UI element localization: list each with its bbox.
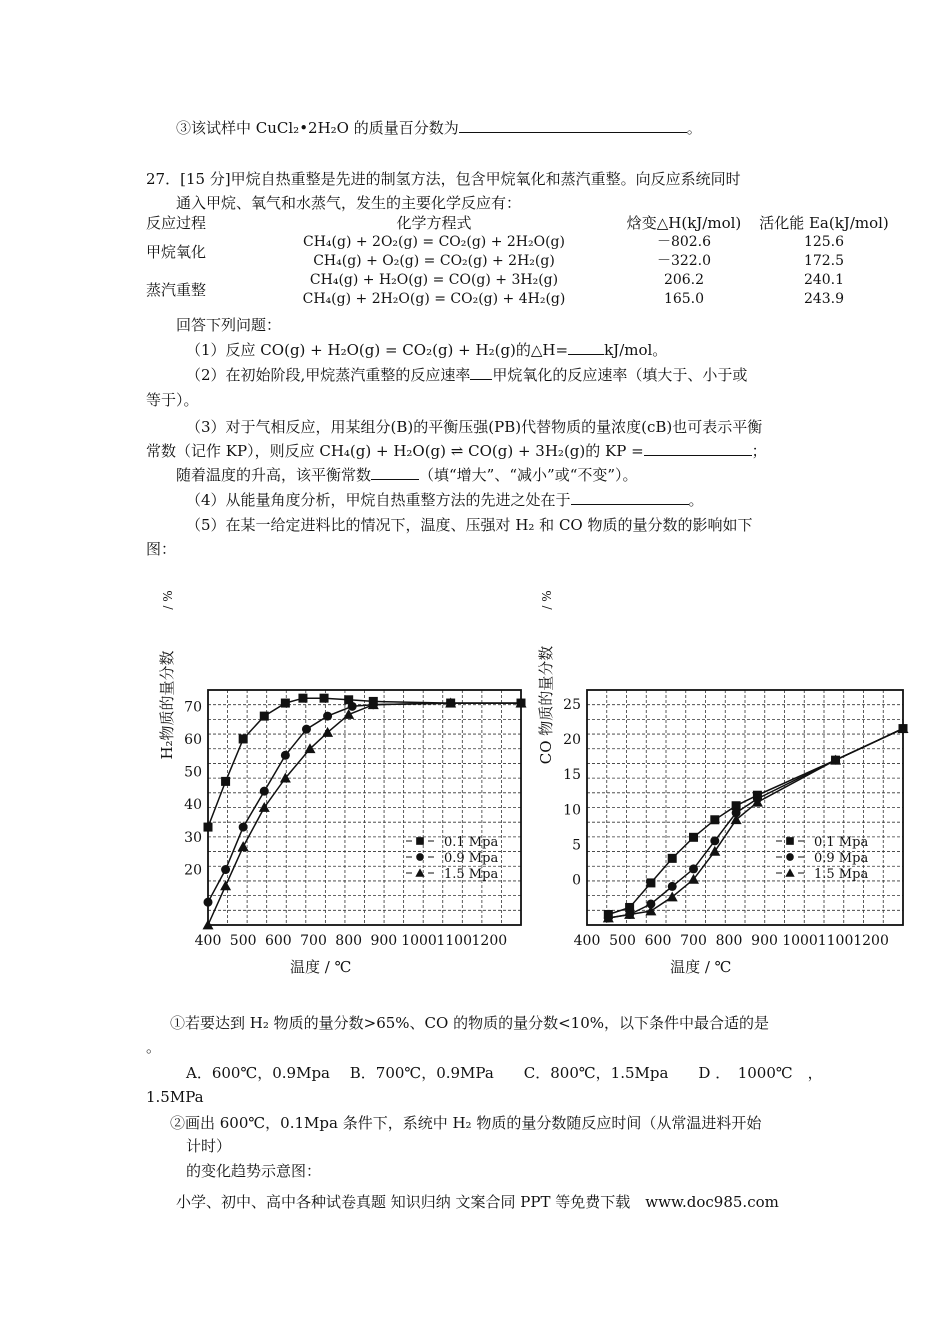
x-tick-label: 900	[370, 933, 398, 949]
y-tick-label: 50	[184, 764, 202, 781]
q3-line-c	[176, 465, 638, 485]
answer-blank[interactable]	[568, 340, 604, 355]
dh-cell: －322.0	[656, 253, 712, 269]
legend-label: 1.5 Mpa	[444, 867, 499, 882]
q3-sub-end: 。	[686, 119, 702, 137]
marker-circle	[302, 725, 311, 734]
series-triangle	[603, 723, 909, 922]
series-square	[604, 724, 908, 919]
x-axis-label: 温度 / ℃	[289, 958, 352, 976]
x-tick-label: 1000	[782, 933, 818, 949]
marker-circle	[221, 865, 230, 874]
table-row	[146, 233, 894, 252]
y-tick-label: 5	[572, 837, 581, 854]
legend-label: 0.9 Mpa	[444, 851, 499, 866]
marker-triangle	[785, 868, 794, 876]
q3-sub-question	[176, 118, 702, 138]
x-tick-label: 600	[644, 933, 672, 949]
marker-circle	[348, 702, 357, 711]
y-tick-label: 15	[563, 767, 581, 784]
legend-label: 0.1 Mpa	[444, 835, 499, 850]
dh-cell: 206.2	[663, 272, 705, 288]
y-axis-unit: / %	[161, 590, 175, 610]
q27-line1: 27．[15 分]甲烷自热重整是先进的制氢方法，包含甲烷氧化和蒸汽重整。向反应系统同时	[146, 170, 741, 188]
marker-square	[668, 854, 677, 863]
q4-end: 。	[688, 491, 704, 509]
marker-circle	[323, 712, 332, 721]
options-line2: 1.5MPa	[146, 1088, 204, 1106]
equation-cell: CH₄(g) + O₂(g) = CO₂(g) + 2H₂(g)	[313, 253, 555, 269]
y-tick-label: 30	[184, 829, 202, 846]
sub2-line-c: 的变化趋势示意图：	[186, 1162, 322, 1180]
marker-circle	[260, 787, 269, 796]
y-axis-label: CO 物质的量分数	[537, 645, 555, 765]
y-tick-label: 60	[184, 731, 202, 748]
x-tick-label: 900	[751, 933, 778, 949]
marker-triangle	[709, 846, 720, 856]
marker-square	[239, 734, 248, 743]
x-tick-label: 1100	[817, 933, 854, 949]
q5-line-b: 图：	[146, 540, 177, 558]
equation-cell: CH₄(g) + 2H₂O(g) = CO₂(g) + 4H₂(g)	[302, 291, 566, 307]
sub1-end: 。	[146, 1038, 162, 1056]
header-equation: 化学方程式	[396, 214, 472, 232]
legend	[776, 835, 868, 882]
q4-text: （4）从能量角度分析，甲烷自热重整方法的先进之处在于	[186, 491, 571, 509]
q3-line-b	[146, 441, 767, 461]
legend-label: 0.9 Mpa	[814, 851, 869, 866]
x-tick-label: 700	[300, 933, 327, 949]
x-tick-label: 500	[609, 933, 636, 949]
q3-text-c: 随着温度的升高，该平衡常数	[176, 466, 372, 484]
marker-square	[320, 694, 329, 703]
q1-unit: kJ/mol。	[604, 341, 668, 359]
y-tick-label: 40	[184, 797, 202, 814]
q2-text-b: 甲烷氧化的反应速率（填大于、小于或	[492, 366, 748, 384]
reaction-table	[146, 214, 894, 309]
process-cell: 蒸汽重整	[146, 280, 207, 299]
y-tick-label: 70	[184, 699, 202, 716]
marker-circle	[710, 836, 719, 845]
sub1-text: ①若要达到 H₂ 物质的量分数>65%、CO 的物质的量分数<10%，以下条件中最合适的是	[170, 1014, 769, 1032]
x-tick-label: 800	[715, 933, 743, 949]
co-fraction-chart	[537, 585, 920, 976]
series-circle	[604, 724, 908, 922]
marker-square	[221, 777, 230, 786]
q1-text: （1）反应 CO(g) + H₂O(g) = CO₂(g) + H₂(g)的△H=	[186, 341, 569, 359]
marker-triangle	[259, 802, 270, 812]
x-axis-label: 温度 / ℃	[670, 958, 732, 976]
marker-square	[646, 878, 655, 887]
process-cell: 甲烷氧化	[146, 242, 207, 261]
sub2-line-a: ②画出 600℃，0.1Mpa 条件下，系统中 H₂ 物质的量分数随反应时间（从常温进料开始	[170, 1114, 762, 1132]
legend-label: 1.5 Mpa	[814, 867, 869, 882]
answer-blank[interactable]	[459, 118, 687, 133]
q3-sub-text: ③该试样中 CuCl₂•2H₂O 的质量百分数为	[176, 119, 459, 137]
marker-square	[689, 833, 698, 842]
sub2-line-b: 计时）	[186, 1137, 232, 1155]
options-line1: A．600℃，0.9Mpa B．700℃，0.9MPa C．800℃，1.5Mpa D ． 1000℃ ，	[186, 1064, 823, 1082]
marker-triangle	[220, 880, 231, 890]
y-tick-label: 10	[563, 802, 581, 819]
q4-line	[186, 490, 704, 510]
x-tick-label: 1200	[471, 933, 508, 949]
q3-text-c-end: （填“增大”、“减小”或“不变”）。	[419, 466, 638, 484]
h2-fraction-chart	[150, 585, 535, 975]
ea-cell: 240.1	[803, 272, 845, 288]
series-line	[608, 729, 903, 918]
marker-square	[298, 694, 307, 703]
x-tick-label: 700	[680, 933, 707, 949]
header-dh: 焓变△H(kJ/mol)	[626, 214, 742, 232]
header-process: 反应过程	[146, 214, 207, 232]
q27-line2: 通入甲烷、氧气和水蒸气，发生的主要化学反应有：	[176, 194, 522, 212]
x-tick-label: 1100	[436, 933, 473, 949]
x-tick-label: 500	[229, 933, 257, 949]
marker-circle	[281, 751, 290, 760]
table-row	[146, 252, 894, 271]
x-tick-label: 1200	[853, 933, 889, 949]
y-tick-label: 20	[184, 862, 202, 879]
ea-cell: 243.9	[803, 291, 845, 307]
marker-circle	[239, 823, 248, 832]
sub1-line	[170, 1013, 769, 1033]
x-tick-label: 400	[194, 933, 222, 949]
y-axis-unit: / %	[540, 590, 554, 610]
y-axis-label: H₂物质的量分数	[158, 650, 176, 760]
q2-line	[186, 365, 747, 385]
legend-label: 0.1 Mpa	[814, 835, 869, 850]
y-tick-label: 20	[563, 732, 581, 749]
x-tick-label: 1000	[401, 933, 437, 949]
marker-square	[786, 837, 794, 845]
marker-square	[281, 699, 290, 708]
marker-circle	[668, 882, 677, 891]
equation-cell: CH₄(g) + 2O₂(g) = CO₂(g) + 2H₂O(g)	[303, 234, 565, 250]
marker-circle	[204, 898, 213, 907]
q1-line	[186, 340, 667, 360]
answer-intro: 回答下列问题：	[176, 316, 282, 334]
q5-line-a: （5）在某一给定进料比的情况下，温度、压强对 H₂ 和 CO 物质的量分数的影响如下	[186, 516, 753, 534]
q3-line-a: （3）对于气相反应，用某组分(B)的平衡压强(PB)代替物质的量浓度(cB)也可表示平衡	[186, 418, 763, 436]
dh-cell: 165.0	[663, 291, 705, 307]
ea-cell: 172.5	[803, 253, 845, 269]
footer[interactable]: 小学、初中、高中各种试卷真题 知识归纳 文案合同 PPT 等免费下载 www.doc985.com	[176, 1193, 779, 1211]
table-row	[146, 271, 894, 290]
marker-square	[416, 837, 424, 845]
q2-text-a: （2）在初始阶段,甲烷蒸汽重整的反应速率	[186, 366, 471, 384]
marker-square	[260, 712, 269, 721]
answer-blank[interactable]	[470, 365, 492, 380]
answer-blank[interactable]	[571, 490, 689, 505]
answer-blank[interactable]	[371, 465, 419, 480]
marker-square	[204, 823, 213, 832]
q3-text-b: 常数（记作 KP），则反应 CH₄(g) + H₂O(g) ⇌ CO(g) + 3H₂(g)的 KP =	[146, 442, 644, 460]
y-tick-label: 25	[563, 697, 581, 714]
q2-line-end: 等于）。	[146, 391, 199, 409]
x-tick-label: 800	[335, 933, 363, 949]
y-tick-label: 0	[572, 872, 581, 889]
marker-circle	[416, 853, 424, 861]
ea-cell: 125.6	[803, 234, 845, 250]
x-tick-label: 400	[573, 933, 601, 949]
series-line	[608, 729, 903, 918]
answer-blank[interactable]	[644, 441, 752, 456]
q3-text-b-end: ；	[751, 442, 767, 460]
marker-square	[710, 815, 719, 824]
table-row	[146, 290, 894, 309]
equation-cell: CH₄(g) + H₂O(g) = CO(g) + 3H₂(g)	[309, 272, 559, 288]
dh-cell: －802.6	[656, 234, 712, 250]
legend	[406, 835, 498, 882]
x-tick-label: 600	[264, 933, 292, 949]
marker-circle	[786, 853, 794, 861]
marker-circle	[689, 864, 698, 873]
header-ea: 活化能 Ea(kJ/mol)	[759, 214, 889, 232]
